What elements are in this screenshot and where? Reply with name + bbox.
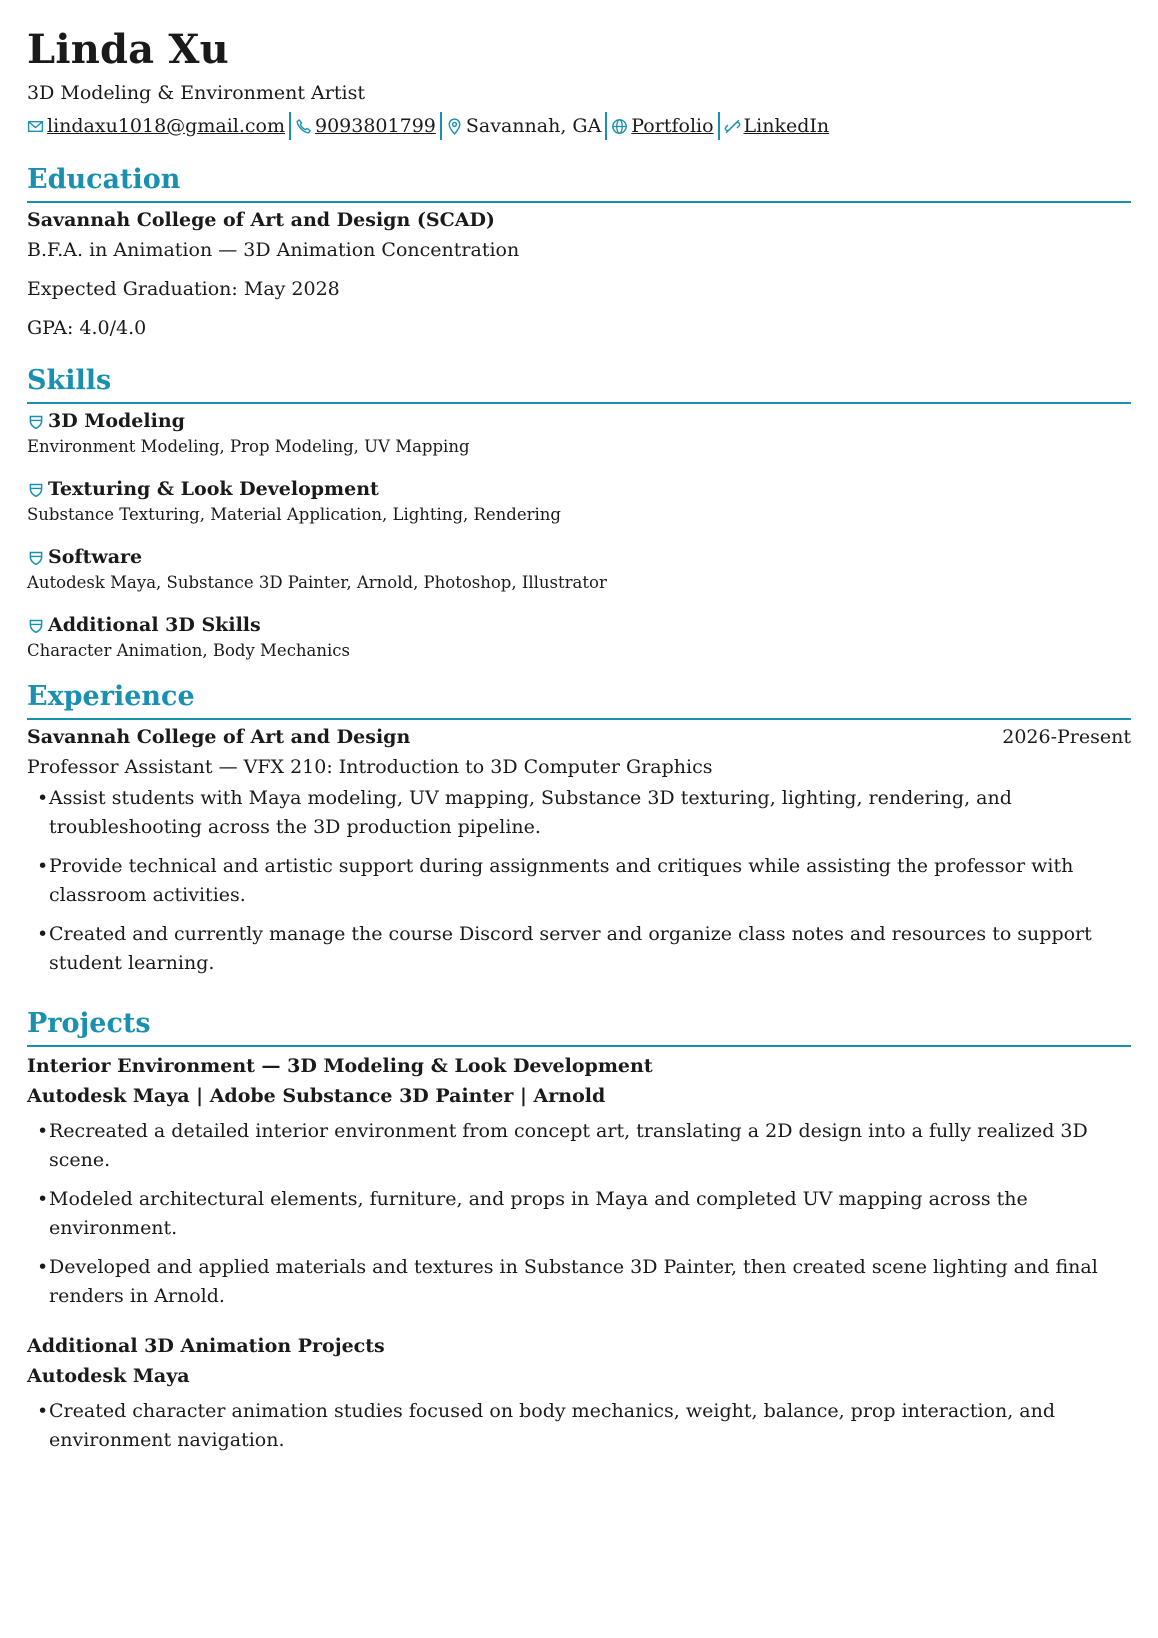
contact-divider xyxy=(718,112,720,140)
skill-group-details: Environment Modeling, Prop Modeling, UV Mapping xyxy=(27,437,470,456)
skill-group-header xyxy=(27,407,1131,435)
linkedin-link[interactable]: LinkedIn xyxy=(743,115,830,137)
project-entry xyxy=(27,1051,1131,1311)
section-title: Education xyxy=(27,164,181,195)
skill-group-header xyxy=(27,543,1131,571)
project-tools: Autodesk Maya xyxy=(27,1365,190,1387)
skill-group-header xyxy=(27,611,1131,639)
gem-icon xyxy=(27,480,45,498)
list-item: • Provide technical and artistic support during assignments and critiques while assisting the professor with classroom activities. xyxy=(27,852,1131,910)
experience-bullets xyxy=(27,784,1131,978)
skill-group xyxy=(27,407,1131,459)
skills-section xyxy=(27,363,1131,663)
location-pin-icon xyxy=(446,118,463,135)
section-divider xyxy=(27,402,1131,404)
experience-entry-header xyxy=(27,724,1131,750)
project-name: Additional 3D Animation Projects xyxy=(27,1335,385,1357)
list-item: • Developed and applied materials and textures in Substance 3D Painter, then created scene lighting and final renders in Arnold. xyxy=(27,1253,1131,1311)
contact-divider xyxy=(289,112,291,140)
phone-icon xyxy=(295,118,312,135)
list-item: • Recreated a detailed interior environment from concept art, translating a 2D design into a fully realized 3D scene. xyxy=(27,1117,1131,1175)
project-name: Interior Environment — 3D Modeling & Look Development xyxy=(27,1055,653,1077)
contact-email xyxy=(27,112,285,140)
contact-linkedin xyxy=(724,112,830,140)
project-tools: Autodesk Maya | Adobe Substance 3D Painter | Arnold xyxy=(27,1085,606,1107)
link-off-icon xyxy=(724,118,741,135)
section-divider xyxy=(27,718,1131,720)
contact-location xyxy=(446,112,601,140)
globe-icon xyxy=(611,118,628,135)
project-bullets xyxy=(27,1117,1131,1311)
project-bullets xyxy=(27,1397,1131,1455)
contact-phone xyxy=(295,112,436,140)
gem-icon xyxy=(27,412,45,430)
skill-group-name: 3D Modeling xyxy=(48,410,185,432)
contact-divider xyxy=(440,112,442,140)
gem-icon xyxy=(27,548,45,566)
section-title: Experience xyxy=(27,681,195,712)
section-divider xyxy=(27,201,1131,203)
gem-icon xyxy=(27,616,45,634)
contact-divider xyxy=(605,112,607,140)
section-title: Projects xyxy=(27,1008,151,1039)
experience-section xyxy=(27,679,1131,978)
skill-group xyxy=(27,611,1131,663)
skill-group-name: Additional 3D Skills xyxy=(48,614,261,636)
school-name: Savannah College of Art and Design (SCAD) xyxy=(27,209,495,231)
location-text: Savannah, GA xyxy=(465,115,602,137)
candidate-name: Linda Xu xyxy=(27,26,229,73)
projects-section xyxy=(27,1006,1131,1455)
employer-name: Savannah College of Art and Design xyxy=(27,726,411,748)
candidate-headline: 3D Modeling & Environment Artist xyxy=(27,82,365,104)
list-item: • Created and currently manage the course Discord server and organize class notes and resources to support student learning. xyxy=(27,920,1131,978)
skill-group-details: Substance Texturing, Material Application, Lighting, Rendering xyxy=(27,505,561,524)
skill-group-name: Texturing & Look Development xyxy=(48,478,379,500)
section-title: Skills xyxy=(27,365,112,396)
employment-dates: 2026-Present xyxy=(1002,726,1131,748)
job-role: Professor Assistant — VFX 210: Introduction to 3D Computer Graphics xyxy=(27,756,713,778)
contact-bar xyxy=(27,112,1131,140)
list-item: • Assist students with Maya modeling, UV mapping, Substance 3D texturing, lighting, rendering, and troubleshooting across the 3D production pipeline. xyxy=(27,784,1131,842)
phone-link[interactable]: 9093801799 xyxy=(314,115,436,137)
graduation-date: Expected Graduation: May 2028 xyxy=(27,278,340,300)
list-item: • Modeled architectural elements, furniture, and props in Maya and completed UV mapping across the environment. xyxy=(27,1185,1131,1243)
skill-group-header xyxy=(27,475,1131,503)
gpa: GPA: 4.0/4.0 xyxy=(27,317,147,339)
skill-group xyxy=(27,475,1131,527)
portfolio-link[interactable]: Portfolio xyxy=(631,115,714,137)
contact-portfolio xyxy=(611,112,713,140)
list-item: • Created character animation studies focused on body mechanics, weight, balance, prop interaction, and environment navigation. xyxy=(27,1397,1131,1455)
education-section xyxy=(27,162,1131,341)
envelope-icon xyxy=(27,118,44,135)
skill-group-details: Autodesk Maya, Substance 3D Painter, Arnold, Photoshop, Illustrator xyxy=(27,573,607,592)
email-link[interactable]: lindaxu1018@gmail.com xyxy=(47,115,285,137)
skill-group-name: Software xyxy=(48,546,143,568)
project-entry xyxy=(27,1331,1131,1455)
skill-group-details: Character Animation, Body Mechanics xyxy=(27,641,351,660)
skill-group xyxy=(27,543,1131,595)
education-entry-header xyxy=(27,207,1131,233)
degree: B.F.A. in Animation — 3D Animation Concentration xyxy=(27,239,520,261)
section-divider xyxy=(27,1045,1131,1047)
